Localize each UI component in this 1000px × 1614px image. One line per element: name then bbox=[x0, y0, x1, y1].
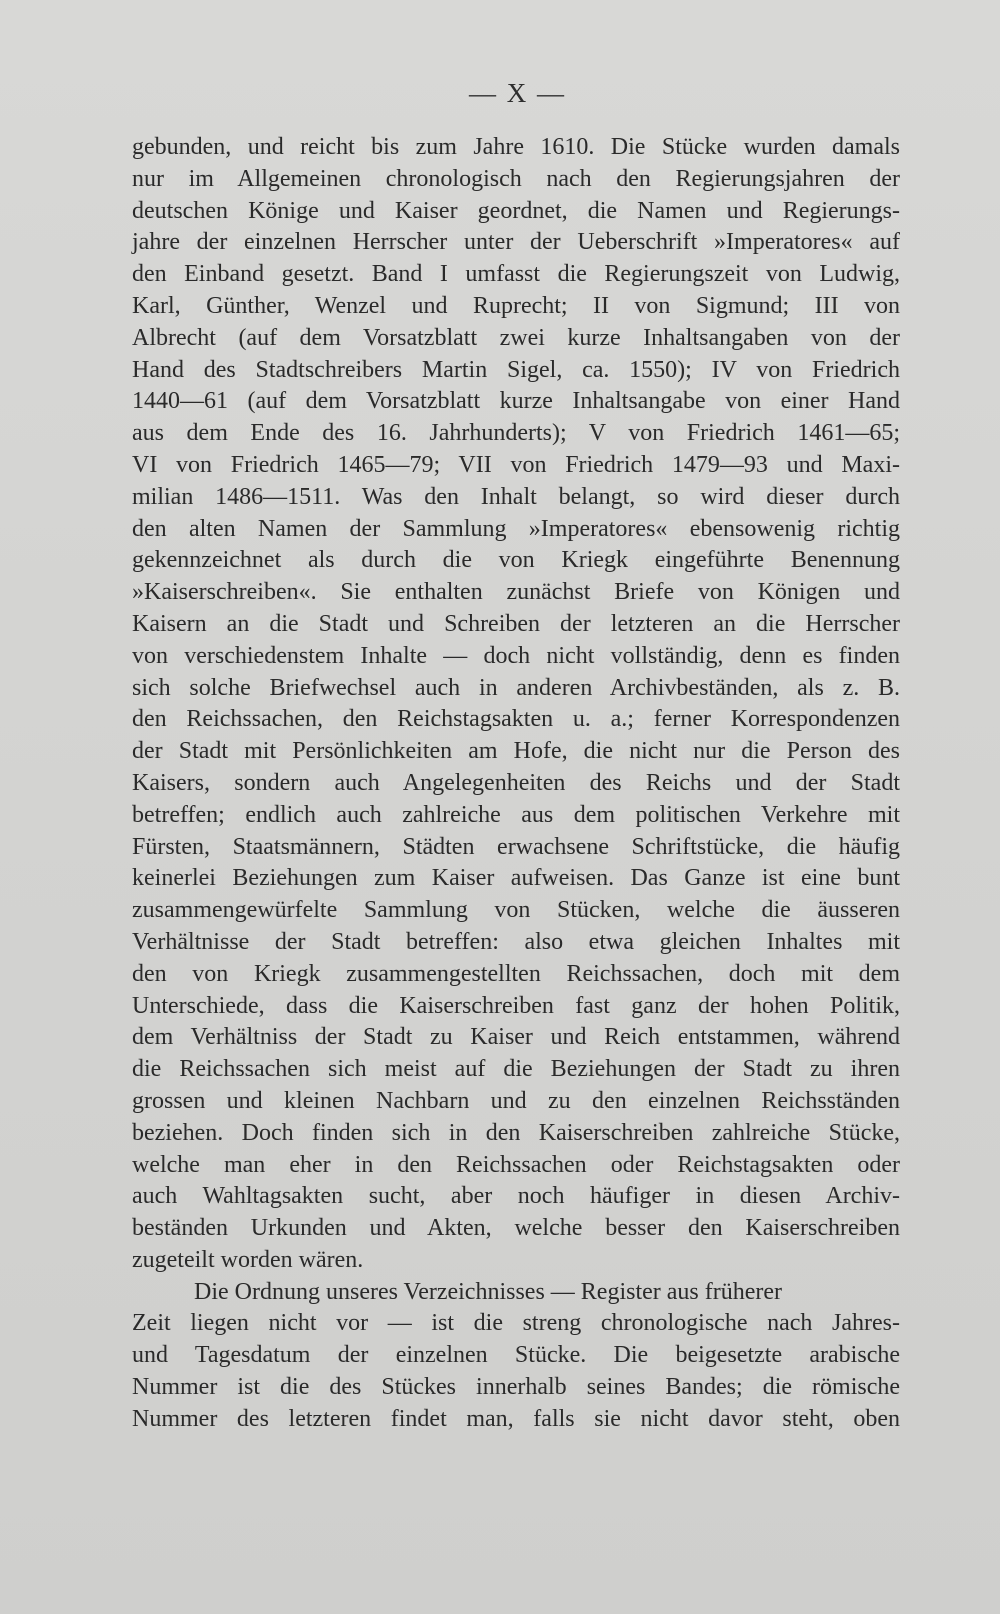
text-line: den Reichssachen, den Reichstagsakten u. a.; ferner Korrespondenzen bbox=[132, 706, 900, 733]
paragraph bbox=[132, 1277, 900, 1436]
text-line: den Einband gesetzt. Band I umfasst die Regierungszeit von Ludwig, bbox=[132, 261, 900, 288]
text-line: die Reichssachen sich meist auf die Beziehungen der Stadt zu ihren bbox=[132, 1056, 900, 1083]
text-line: Verhältnisse der Stadt betreffen: also etwa gleichen Inhaltes mit bbox=[132, 928, 900, 955]
text-line: Nummer des letzteren findet man, falls sie nicht davor steht, oben bbox=[132, 1405, 900, 1432]
text-line: »Kaiserschreiben«. Sie enthalten zunächst Briefe von Königen und bbox=[132, 579, 900, 606]
text-line: grossen und kleinen Nachbarn und zu den einzelnen Reichsständen bbox=[132, 1087, 900, 1114]
text-line: der Stadt mit Persönlichkeiten am Hofe, die nicht nur die Person des bbox=[132, 738, 900, 765]
page-number: — X — bbox=[469, 78, 566, 108]
text-line: Die Ordnung unseres Verzeichnisses — Register aus früherer bbox=[194, 1278, 783, 1305]
text-line: zugeteilt worden wären. bbox=[132, 1246, 364, 1273]
text-line: den von Kriegk zusammengestellten Reichssachen, doch mit dem bbox=[132, 960, 900, 987]
text-line: beziehen. Doch finden sich in den Kaiserschreiben zahlreiche Stücke, bbox=[132, 1119, 900, 1146]
text-line: dem Verhältniss der Stadt zu Kaiser und Reich entstammen, während bbox=[132, 1024, 900, 1051]
paragraph bbox=[132, 132, 900, 1277]
text-line: keinerlei Beziehungen zum Kaiser aufweisen. Das Ganze ist eine bunt bbox=[132, 865, 900, 892]
text-line: Zeit liegen nicht vor — ist die streng chronologische nach Jahres- bbox=[132, 1310, 900, 1337]
text-line: Unterschiede, dass die Kaiserschreiben fast ganz der hohen Politik, bbox=[132, 992, 900, 1019]
text-line: welche man eher in den Reichssachen oder Reichstagsakten oder bbox=[132, 1151, 900, 1178]
text-line: von verschiedenstem Inhalte — doch nicht vollständig, denn es finden bbox=[132, 642, 900, 669]
text-line: aus dem Ende des 16. Jahrhunderts); V von Friedrich 1461—65; bbox=[132, 420, 900, 447]
text-line: jahre der einzelnen Herrscher unter der Ueberschrift »Imperatores« auf bbox=[132, 229, 900, 256]
text-line: Kaisern an die Stadt und Schreiben der letzteren an die Herrscher bbox=[132, 610, 900, 637]
text-line: den alten Namen der Sammlung »Imperatores« ebensowenig richtig bbox=[132, 515, 900, 542]
text-line: zusammengewürfelte Sammlung von Stücken, welche die äusseren bbox=[132, 897, 900, 924]
text-line: und Tagesdatum der einzelnen Stücke. Die beigesetzte arabische bbox=[132, 1342, 900, 1369]
text-line: Kaisers, sondern auch Angelegenheiten des Reichs und der Stadt bbox=[132, 769, 900, 796]
text-line: beständen Urkunden und Akten, welche besser den Kaiserschreiben bbox=[132, 1215, 900, 1242]
text-line: VI von Friedrich 1465—79; VII von Friedrich 1479—93 und Maxi- bbox=[132, 451, 900, 478]
body-text bbox=[132, 132, 900, 1436]
text-line: milian 1486—1511. Was den Inhalt belangt, so wird dieser durch bbox=[132, 483, 900, 510]
text-line: auch Wahltagsakten sucht, aber noch häufiger in diesen Archiv- bbox=[132, 1183, 900, 1210]
text-line: Hand des Stadtschreibers Martin Sigel, ca. 1550); IV von Friedrich bbox=[132, 356, 900, 383]
text-line: Fürsten, Staatsmännern, Städten erwachsene Schriftstücke, die häufig bbox=[132, 833, 900, 860]
text-line: 1440—61 (auf dem Vorsatzblatt kurze Inhaltsangabe von einer Hand bbox=[132, 388, 900, 415]
text-line: Albrecht (auf dem Vorsatzblatt zwei kurze Inhaltsangaben von der bbox=[132, 324, 900, 351]
text-line: gekennzeichnet als durch die von Kriegk eingeführte Benennung bbox=[132, 547, 900, 574]
text-line: gebunden, und reicht bis zum Jahre 1610. Die Stücke wurden damals bbox=[132, 134, 900, 160]
text-line: deutschen Könige und Kaiser geordnet, die Namen und Regierungs- bbox=[132, 197, 900, 224]
text-line: sich solche Briefwechsel auch in anderen Archivbeständen, als z. B. bbox=[132, 674, 900, 701]
text-line: betreffen; endlich auch zahlreiche aus dem politischen Verkehre mit bbox=[132, 801, 900, 828]
text-line: Nummer ist die des Stückes innerhalb seines Bandes; die römische bbox=[132, 1374, 900, 1401]
text-line: nur im Allgemeinen chronologisch nach den Regierungsjahren der bbox=[132, 165, 900, 192]
text-line: Karl, Günther, Wenzel und Ruprecht; II von Sigmund; III von bbox=[132, 292, 900, 319]
